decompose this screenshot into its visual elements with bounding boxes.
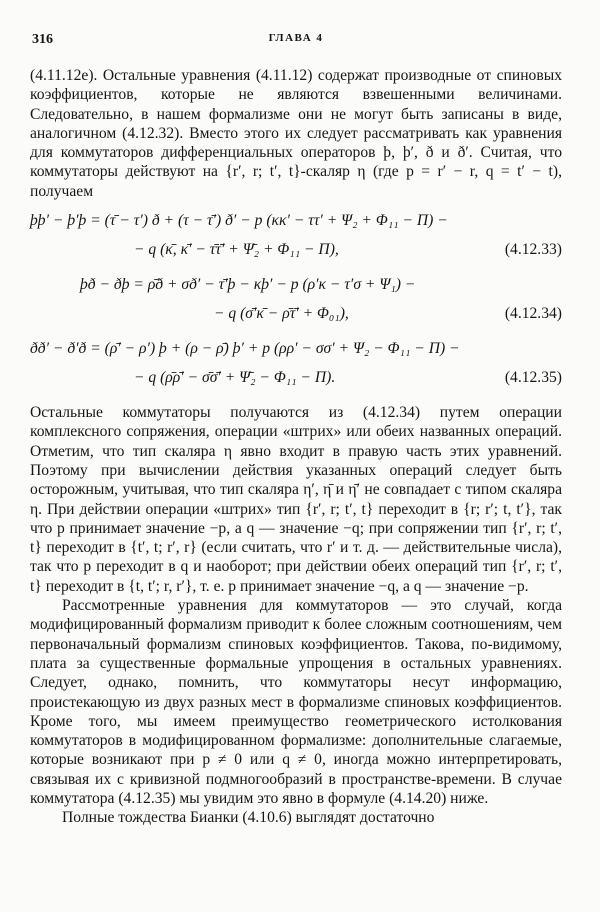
paragraph-2: Остальные коммутаторы получаются из (4.12.34) путем операции комплексного сопряжения, операции «штрих» или обеих названных операций. Отметим, что тип скаляра η явно входит в правую часть этих уравнений. Поэтому при вычислении действия указанных операций следует быть осторожным, учитывая, что тип скаляра η′, η̄ и η̄′ не совпадает с типом скаляра η. При действии операции «штрих» тип {r′, r; t′, t} переходит в {r; r′; t, t′}, так что p принимает значение −p, а q — значение −q; при сопряжении тип {r′, r; t′, t} переходит в {t′, t; r′, r} (если считать, что r′ и т. д. — действительные числа), так что p переходит в q и наоборот; при действии обеих операций тип {r′, r; t′, t} переходит в {t, t′; r, r′}, т. е. p принимает значение −q, а q — значение −p. — [30, 404, 562, 595]
page-body — [30, 66, 562, 828]
equation-text: þð − ðþ = ρ̄ð + σð′ − τ̄′þ − κþ′ − p (ρ′κ − τ′σ + Ψ₁) − — [80, 276, 416, 294]
equation-4-12-34-line-2 — [30, 300, 562, 329]
equation-4-12-35-line-1 — [30, 335, 562, 364]
page-number: 316 — [32, 32, 53, 47]
equation-4-12-34-line-1 — [30, 271, 562, 300]
equation-text: − q (σ̄′κ̄ − ρ̄τ̄′ + Φ₀₁), — [214, 305, 349, 323]
equation-number: (4.12.33) — [504, 241, 562, 259]
running-header — [32, 32, 560, 52]
paragraph-1: (4.11.12e). Остальные уравнения (4.11.12) содержат производные от спиновых коэффициентов, которые не являются взвешенными величинами. Следовательно, в нашем формализме они не могут быть записаны в виде, аналогичном (4.12.32). Вместо этого их следует рассматривать как уравнения для коммутаторов дифференциальных операторов þ, þ′, ð и ð′. Считая, что коммутаторы действуют на {r′, r; t′, t}-скаляр η (где p = r′ − r, q = t′ − t), получаем — [30, 67, 562, 200]
equation-text: − q (κ̄, κ̄′ − τ̄τ̄′ + Ψ̄₂ + Φ₁₁ − Π), — [134, 241, 339, 259]
paragraph-3: Рассмотренные уравнения для коммутаторов — это случай, когда модифицированный формализм приводит к более сложным соотношениям, чем первоначальный формализм спиновых коэффициентов. Такова, по-видимому, плата за существенные формальные упрощения в остальных уравнениях. Следует, однако, помнить, что коммутаторы несут информацию, проистекающую из двух разных мест в формализме спиновых коэффициентов. Кроме того, мы имеем преимущество геометрического истолкования коммутаторов в модифицированном формализме: дополнительные слагаемые, которые возникают при p ≠ 0 или q ≠ 0, иногда можно интерпретировать, связывая их с кривизной подмногообразий в пространстве-времени. В случае коммутатора (4.12.35) мы увидим это явно в формуле (4.14.20) ниже. — [30, 597, 562, 808]
equation-4-12-33-line-1 — [30, 207, 562, 236]
chapter-title: ГЛАВА 4 — [268, 32, 324, 44]
equation-4-12-33-line-2 — [30, 236, 562, 265]
equation-4-12-35-line-2 — [30, 364, 562, 393]
equation-text: ðð′ − ð′ð = (ρ̄′ − ρ′) þ + (ρ − ρ̄) þ′ + p (ρρ′ − σσ′ + Ψ₂ − Φ₁₁ − Π) − — [30, 340, 460, 358]
paragraph-4: Полные тождества Бианки (4.10.6) выглядят достаточно — [62, 809, 435, 827]
equation-text: þþ′ − þ′þ = (τ̄ − τ′) ð + (τ − τ̄′) ð′ − p (κκ′ − ττ′ + Ψ₂ + Φ₁₁ − Π) − — [30, 212, 448, 230]
equation-number: (4.12.35) — [504, 369, 562, 387]
equation-text: − q (ρ̄ρ̄′ − σ̄σ̄′ + Ψ̄₂ − Φ₁₁ − Π). — [134, 369, 336, 387]
equation-number: (4.12.34) — [504, 305, 562, 323]
